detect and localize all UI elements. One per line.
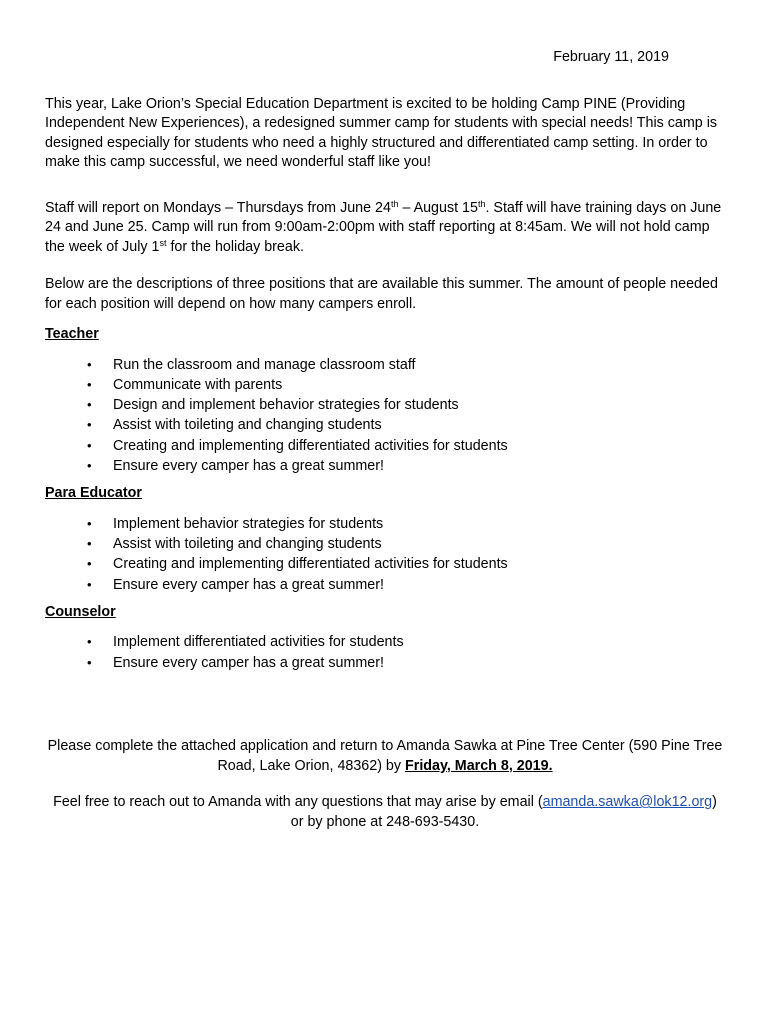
bullet-icon: • (87, 536, 92, 552)
duty-text: Ensure every camper has a great summer! (113, 457, 384, 474)
list-item (87, 355, 725, 375)
positions-intro: Below are the descriptions of three positions that are available this summer. The amount of people needed for each position will depend on how many campers enroll. (45, 276, 718, 312)
schedule-text-2: – August 15 (398, 199, 478, 216)
position-para-educator (45, 484, 725, 595)
list-item (87, 415, 725, 435)
schedule-paragraph (45, 199, 725, 258)
list-item (87, 632, 725, 652)
list-item (87, 514, 725, 534)
schedule-text-4: for the holiday break. (166, 238, 304, 255)
duty-text: Run the classroom and manage classroom staff (113, 356, 416, 373)
duty-text: Ensure every camper has a great summer! (113, 576, 384, 593)
bullet-icon: • (87, 576, 92, 592)
bullet-icon: • (87, 417, 92, 433)
duty-text: Assist with toileting and changing students (113, 536, 382, 553)
duty-text: Assist with toileting and changing students (113, 417, 382, 434)
list-item (87, 575, 725, 595)
duty-text: Creating and implementing differentiated activities for students (113, 556, 508, 573)
list-item (87, 653, 725, 673)
duty-text: Implement differentiated activities for students (113, 634, 404, 651)
bullet-icon: • (87, 356, 92, 372)
bullet-icon: • (87, 376, 92, 392)
schedule-sup-1: th (390, 198, 399, 209)
bullet-icon: • (87, 634, 92, 650)
position-heading-counselor: Counselor (45, 603, 116, 620)
bullet-icon: • (87, 437, 92, 453)
position-heading-teacher: Teacher (45, 326, 99, 342)
contact-info (45, 793, 725, 832)
intro-paragraph: This year, Lake Orion’s Special Education Department is excited to be holding Camp PINE (Providing Independent New Experiences), a redesigned summer camp for students with special needs! This camp is designed especially for students who need a highly structured and differentiated camp setting. In order to make this camp successful, we need wonderful staff like you! (45, 95, 718, 170)
bullet-icon: • (87, 515, 92, 531)
duty-text: Creating and implementing differentiated activities for students (113, 437, 508, 454)
duty-list-counselor (45, 632, 725, 673)
list-item (87, 534, 725, 554)
bullet-icon: • (87, 457, 92, 473)
list-item (87, 436, 725, 456)
position-heading-para-educator: Para Educator (45, 485, 142, 502)
duty-text: Implement behavior strategies for students (113, 515, 384, 532)
bullet-icon: • (87, 556, 92, 572)
duty-text: Ensure every camper has a great summer! (113, 654, 384, 671)
duty-text: Communicate with parents (113, 376, 283, 393)
duty-text: Design and implement behavior strategies for students (113, 397, 459, 414)
bullet-icon: • (87, 397, 92, 413)
contact-text-post: ) or by phone at 248-693-5430. (290, 794, 717, 830)
position-counselor (45, 603, 725, 673)
list-item (87, 554, 725, 574)
duty-list-teacher (45, 355, 725, 477)
application-instructions (45, 737, 725, 776)
list-item (87, 375, 725, 395)
contact-text-pre: Feel free to reach out to Amanda with any questions that may arise by email ( (53, 794, 543, 811)
position-teacher (45, 325, 725, 476)
application-deadline: Friday, March 8, 2019. (405, 757, 553, 774)
bullet-icon: • (87, 654, 92, 670)
schedule-sup-2: th (477, 198, 486, 209)
schedule-text-3: . Staff will have training days on June 24 and June 25. Camp will run from 9:00am-2:00pm with staff reporting at 8:45am. We will not hold camp the week of July 1 (45, 199, 722, 255)
duty-list-para-educator (45, 514, 725, 595)
letter-date: February 11, 2019 (553, 49, 669, 65)
email-link[interactable]: amanda.sawka@lok12.org (542, 794, 713, 811)
list-item (87, 395, 725, 415)
list-item (87, 456, 725, 476)
schedule-sup-3: st (159, 237, 167, 248)
schedule-text-1: Staff will report on Mondays – Thursdays from June 24 (45, 199, 391, 216)
application-text: Please complete the attached application and return to Amanda Sawka at Pine Tree Center (590 Pine Tree Road, Lake Orion, 48362) by (47, 738, 723, 774)
letter-page (45, 48, 725, 832)
